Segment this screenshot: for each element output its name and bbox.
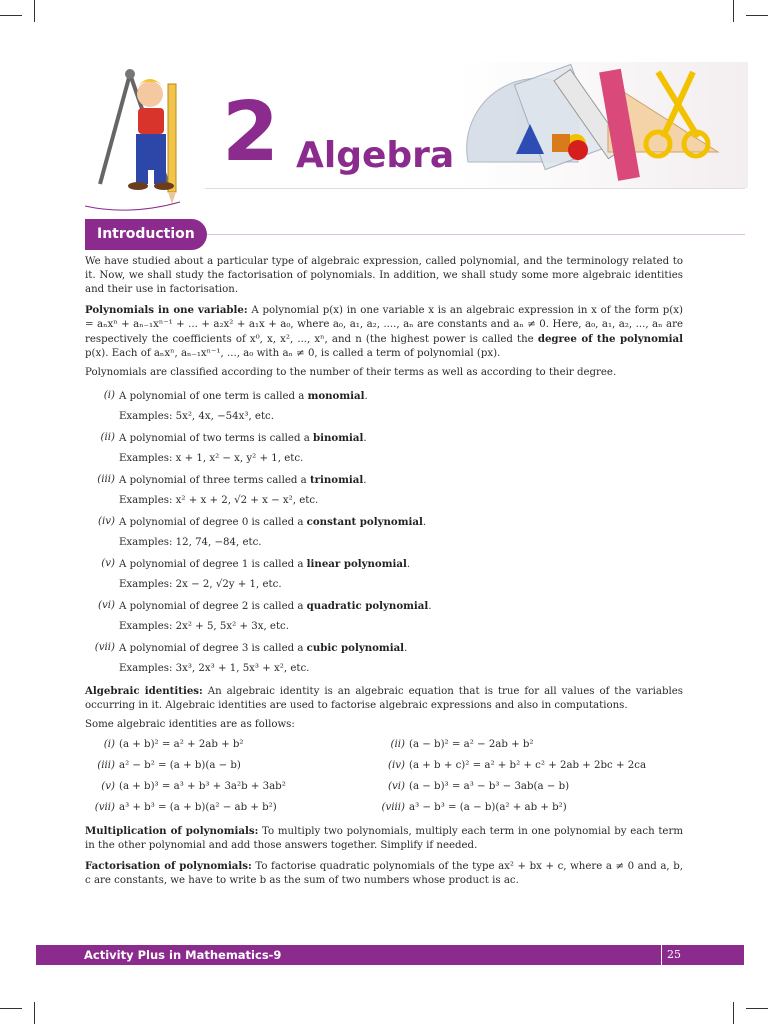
crop-mark bbox=[0, 15, 22, 16]
factorisation-paragraph bbox=[85, 859, 683, 888]
chapter-title: Algebra bbox=[296, 135, 455, 176]
intro-paragraph: We have studied about a particular type of algebraic expression, called polynomial, and the terminology related to it. Now, we shall study the factorisation of polynomials. In addition, we shall study some more algebraic identities and their use in factorisation. bbox=[85, 256, 683, 296]
identity-item: (vii) a³ + b³ = (a + b)(a² − ab + b²) bbox=[94, 802, 277, 814]
example-line: Examples: 12, 74, −84, etc. bbox=[119, 536, 262, 548]
polynomial-types-list bbox=[85, 386, 683, 680]
example-line: Examples: 5x², 4x, −54x³, etc. bbox=[119, 410, 274, 422]
footer-bar bbox=[36, 945, 744, 965]
identity-item: (ii) (a − b)² = a² − 2ab + b² bbox=[390, 739, 534, 751]
crop-mark bbox=[746, 1008, 768, 1009]
list-item: (ii) A polynomial of two terms is called a binomial. bbox=[100, 431, 367, 444]
crop-mark bbox=[733, 1002, 734, 1024]
example-line: Examples: x² + x + 2, √2 + x − x², etc. bbox=[119, 494, 319, 506]
crop-mark bbox=[34, 1002, 35, 1024]
header-divider bbox=[205, 188, 745, 189]
identity-item: (i) (a + b)² = a² + 2ab + b² bbox=[103, 739, 244, 751]
chapter-number: 2 bbox=[222, 85, 280, 180]
algebraic-identities-text: An algebraic identity is an algebraic equation that is true for all values of the variables occurring in it. Algebraic identities are used to factorise algebraic expressions and also in computations. bbox=[85, 685, 683, 711]
list-item: (vii) A polynomial of degree 3 is called a cubic polynomial. bbox=[94, 641, 408, 654]
crop-mark bbox=[0, 1008, 22, 1009]
classified-paragraph: Polynomials are classified according to the number of their terms as well as according to their degree. bbox=[85, 367, 617, 379]
section-divider bbox=[207, 234, 745, 235]
identity-item: (viii) a³ − b³ = (a − b)(a² + ab + b²) bbox=[381, 802, 567, 814]
example-line: Examples: 3x³, 2x³ + 1, 5x³ + x², etc. bbox=[119, 662, 310, 674]
poly-one-variable-text: A polynomial p(x) in one variable x is an algebraic expression in x of the form p(x) = aₙxⁿ + aₙ₋₁xⁿ⁻¹ + ... + a₂x² + a₁x + a₀, where a₀, a₁, a₂, ...., aₙ are constants and aₙ ≠ 0. Here, a₀, a₁, a₂, ..., aₙ are respectively the coefficients of x⁰, x, x², ..., xⁿ, and n (the highest power is called the bbox=[85, 304, 683, 346]
some-identities-line: Some algebraic identities are as follows: bbox=[85, 719, 295, 731]
example-line: Examples: 2x² + 5, 5x² + 3x, etc. bbox=[119, 620, 289, 632]
cartoon-compass-illustration bbox=[80, 66, 190, 216]
example-line: Examples: 2x − 2, √2y + 1, etc. bbox=[119, 578, 282, 590]
page-number: 25 bbox=[661, 945, 686, 965]
identity-item: (v) (a + b)³ = a³ + b³ + 3a²b + 3ab² bbox=[101, 781, 286, 793]
multiplication-heading: Multiplication of polynomials: bbox=[85, 825, 259, 838]
multiplication-paragraph bbox=[85, 824, 683, 853]
crop-mark bbox=[746, 15, 768, 16]
section-heading-pill bbox=[85, 219, 207, 250]
identities-grid bbox=[85, 734, 683, 818]
list-item: (vi) A polynomial of degree 2 is called a quadratic polynomial. bbox=[98, 599, 432, 612]
identity-item: (vi) (a − b)³ = a³ − b³ − 3ab(a − b) bbox=[388, 781, 570, 793]
list-item: (i) A polynomial of one term is called a monomial. bbox=[103, 389, 368, 402]
geometry-tools-illustration bbox=[458, 62, 748, 188]
algebraic-identities-paragraph bbox=[85, 684, 683, 713]
degree-term: degree of the polynomial bbox=[537, 333, 683, 346]
multiplication-text: To multiply two polynomials, multiply each term in one polynomial by each term in the other polynomial and add those answers together. Simplify if needed. bbox=[85, 826, 683, 852]
list-item: (iii) A polynomial of three terms called a trinomial. bbox=[97, 473, 367, 486]
page-content bbox=[85, 255, 683, 893]
factorisation-heading: Factorisation of polynomials: bbox=[85, 859, 252, 872]
factorisation-text: To factorise quadratic polynomials of the type ax² + bx + c, where a ≠ 0 and a, b, c are constants, we have to write b as the sum of two numbers whose product is ac. bbox=[85, 860, 683, 886]
poly-one-variable-heading: Polynomials in one variable: bbox=[85, 303, 248, 316]
example-line: Examples: x + 1, x² − x, y² + 1, etc. bbox=[119, 452, 304, 464]
identity-item: (iv) (a + b + c)² = a² + b² + c² + 2ab + 2bc + 2ca bbox=[388, 760, 647, 772]
poly-one-variable-text2: p(x). Each of aₙxⁿ, aₙ₋₁xⁿ⁻¹, ..., a₀ with aₙ ≠ 0, is called a term of polynomial (px). bbox=[85, 348, 501, 360]
poly-one-variable-paragraph bbox=[85, 303, 683, 362]
list-item: (iv) A polynomial of degree 0 is called a constant polynomial. bbox=[98, 515, 427, 528]
crop-mark bbox=[733, 0, 734, 22]
list-item: (v) A polynomial of degree 1 is called a linear polynomial. bbox=[101, 557, 411, 570]
footer-title: Activity Plus in Mathematics-9 bbox=[84, 948, 282, 962]
algebraic-identities-heading: Algebraic identities: bbox=[85, 684, 203, 697]
identity-item: (iii) a² − b² = (a + b)(a − b) bbox=[97, 760, 241, 772]
crop-mark bbox=[34, 0, 35, 22]
section-title: Introduction bbox=[97, 226, 195, 242]
